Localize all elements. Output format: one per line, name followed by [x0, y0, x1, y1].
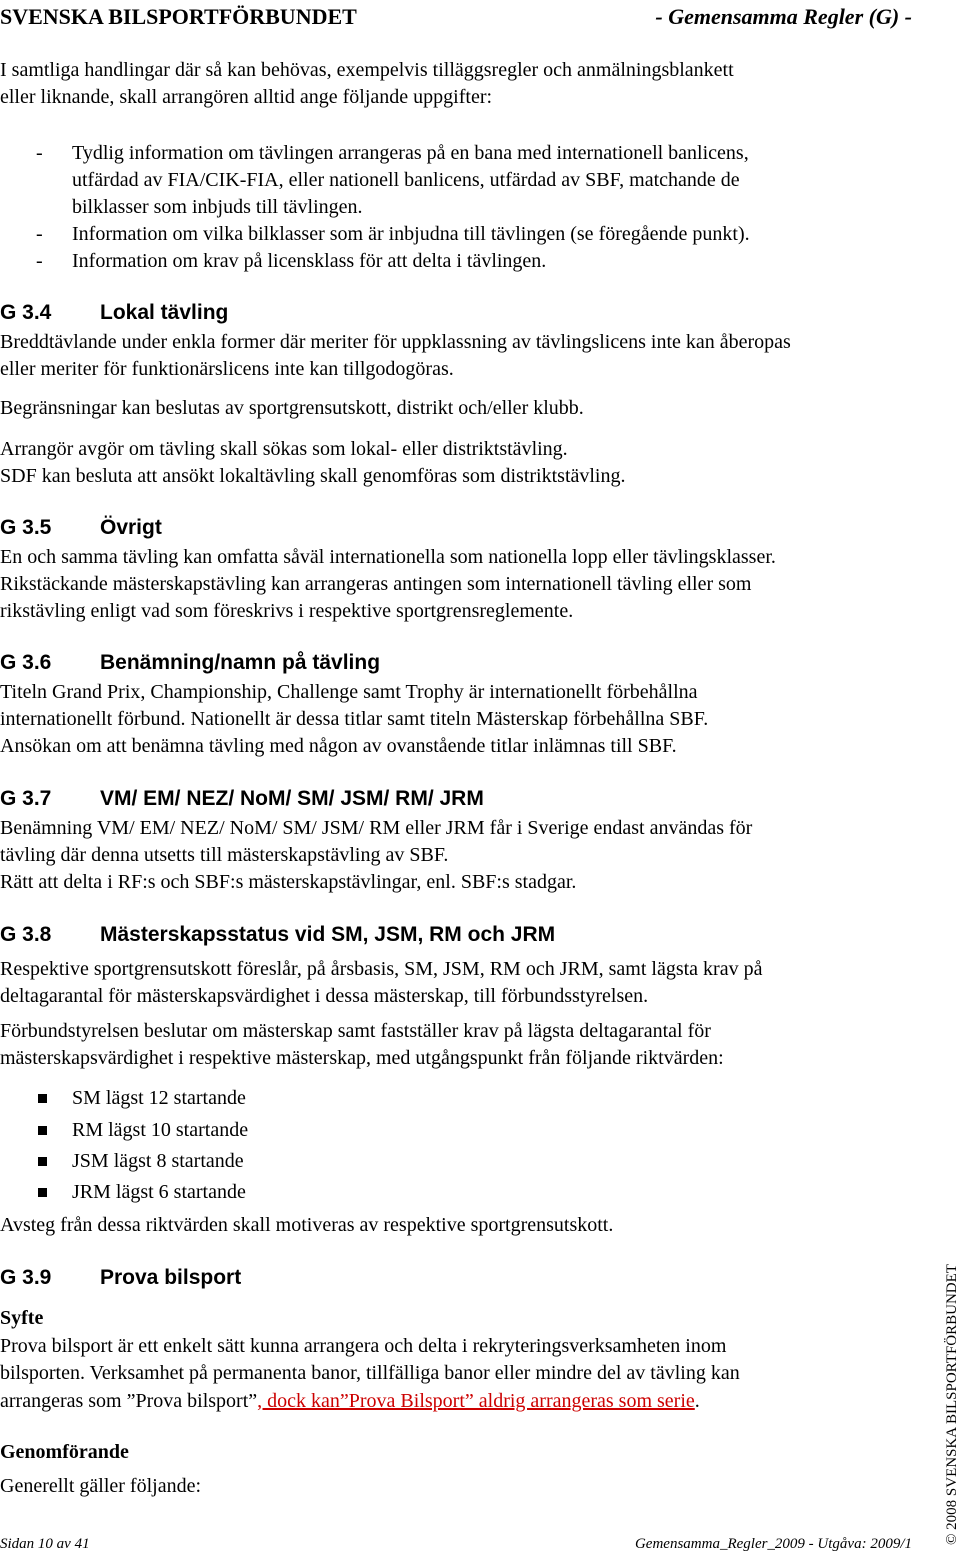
section-title: Prova bilsport: [100, 1266, 242, 1289]
text-run: arrangeras som ”Prova bilsport”: [0, 1390, 258, 1412]
paragraph-line: Arrangör avgör om tävling skall sökas som lokal- eller distriktstävling.: [0, 438, 568, 460]
section-heading: [0, 785, 484, 812]
paragraph-line: Förbundstyrelsen beslutar om mästerskap samt fastställer krav på lägsta deltagarantal för: [0, 1020, 711, 1042]
list-item-line: utfärdad av FIA/CIK-FIA, eller nationell banlicens, utfärdad av SBF, matchande de: [72, 169, 740, 191]
paragraph-line: Ansökan om att benämna tävling med någon av ovanstående titlar inlämnas till SBF.: [0, 735, 677, 757]
section-title: VM/ EM/ NEZ/ NoM/ SM/ JSM/ RM/ JRM: [100, 787, 484, 810]
bullet-square-icon: [38, 1157, 47, 1166]
section-number: G 3.7: [0, 787, 52, 810]
list-item-line: Information om vilka bilklasser som är inbjudna till tävlingen (se föregående punkt).: [72, 223, 750, 245]
section-title: Övrigt: [100, 516, 162, 539]
section-heading: [0, 299, 228, 326]
list-dash: -: [36, 142, 43, 164]
paragraph-line: SDF kan besluta att ansökt lokaltävling skall genomföras som distriktstävling.: [0, 465, 626, 487]
page-number: Sidan 10 av 41: [0, 1536, 90, 1552]
paragraph-line: deltagarantal för mästerskapsvärdighet i dessa mästerskap, till förbundsstyrelsen.: [0, 985, 649, 1007]
paragraph-line: rikstävling enligt vad som föreskrivs i respektive sportgrensreglemente.: [0, 600, 574, 622]
section-title: Benämning/namn på tävling: [100, 651, 381, 674]
paragraph-line: eller meriter för funktionärslicens inte kan tillgodogöras.: [0, 358, 454, 380]
section-heading: [0, 921, 555, 948]
paragraph-line: Avsteg från dessa riktvärden skall motiveras av respektive sportgrensutskott.: [0, 1214, 614, 1236]
paragraph-line: Prova bilsport är ett enkelt sätt kunna arrangera och delta i rekryteringsverksamheten inom: [0, 1335, 727, 1357]
list-item-line: bilklasser som inbjuds till tävlingen.: [72, 196, 363, 218]
section-number: G 3.8: [0, 923, 52, 946]
paragraph-line: internationellt förbund. Nationellt är dessa titlar samt titeln Mästerskap förbehållna SBF.: [0, 708, 709, 730]
page-header: [0, 4, 912, 34]
section-title: Lokal tävling: [100, 301, 229, 324]
paragraph-line: Breddtävlande under enkla former där meriter för uppklassning av tävlingslicens inte kan åberopas: [0, 331, 791, 353]
bullet-square-icon: [38, 1094, 47, 1103]
list-item-line: Tydlig information om tävlingen arrangeras på en bana med internationell banlicens,: [72, 142, 749, 164]
section-number: G 3.6: [0, 651, 52, 674]
intro-line: I samtliga handlingar där så kan behövas, exempelvis tilläggsregler och anmälningsblankett: [0, 59, 734, 81]
paragraph-line: Titeln Grand Prix, Championship, Challenge samt Trophy är internationellt förbehållna: [0, 681, 698, 703]
paragraph-line: bilsporten. Verksamhet på permanenta banor, tillfälliga banor eller mindre del av tävling kan: [0, 1362, 740, 1384]
section-heading: [0, 514, 162, 541]
subheading-syfte: Syfte: [0, 1307, 44, 1329]
subheading-genomforande: Genomförande: [0, 1441, 129, 1463]
document-version: Gemensamma_Regler_2009 - Utgåva: 2009/1: [634, 1536, 912, 1552]
highlighted-text: , dock kan”Prova Bilsport” aldrig arrangeras som serie: [257, 1390, 695, 1412]
bullet-square-icon: [38, 1188, 47, 1197]
section-number: G 3.9: [0, 1266, 52, 1289]
paragraph-line: tävling där denna utsetts till mästerskapstävling av SBF.: [0, 844, 449, 866]
paragraph-line: En och samma tävling kan omfatta såväl internationella som nationella lopp eller tävlingsklasser.: [0, 546, 776, 568]
paragraph-line: Generellt gäller följande:: [0, 1475, 202, 1497]
header-doc-title: - Gemensamma Regler (G) -: [655, 4, 912, 29]
list-dash: -: [36, 223, 43, 245]
page-footer: [0, 1536, 912, 1556]
intro-line: eller liknande, skall arrangören alltid ange följande uppgifter:: [0, 86, 493, 108]
paragraph-line: [0, 1388, 700, 1415]
paragraph-line: mästerskapsvärdighet i respektive mästerskap, med utgångspunkt från följande riktvärden:: [0, 1047, 724, 1069]
section-number: G 3.4: [0, 301, 52, 324]
bullet-item: JSM lägst 8 startande: [72, 1150, 244, 1172]
section-heading: [0, 649, 380, 676]
bullet-item: SM lägst 12 startande: [72, 1087, 246, 1109]
header-org: SVENSKA BILSPORTFÖRBUNDET: [0, 4, 357, 29]
paragraph-line: Benämning VM/ EM/ NEZ/ NoM/ SM/ JSM/ RM eller JRM får i Sverige endast användas för: [0, 817, 753, 839]
bullet-item: RM lägst 10 startande: [72, 1119, 249, 1141]
bullet-square-icon: [38, 1126, 47, 1135]
section-title: Mästerskapsstatus vid SM, JSM, RM och JRM: [100, 923, 556, 946]
text-run: .: [694, 1390, 700, 1412]
paragraph-line: Begränsningar kan beslutas av sportgrensutskott, distrikt och/eller klubb.: [0, 397, 584, 419]
section-number: G 3.5: [0, 516, 52, 539]
list-dash: -: [36, 250, 43, 272]
section-heading: [0, 1264, 241, 1291]
list-item-line: Information om krav på licensklass för att delta i tävlingen.: [72, 250, 547, 272]
paragraph-line: Respektive sportgrensutskott föreslår, på årsbasis, SM, JSM, RM och JRM, samt lägsta krav på: [0, 958, 763, 980]
paragraph-line: Rikstäckande mästerskapstävling kan arrangeras antingen som internationell tävling eller som: [0, 573, 752, 595]
bullet-item: JRM lägst 6 startande: [72, 1181, 246, 1203]
copyright-sidebar: © 2008 SVENSKA BILSPORTFÖRBUNDET: [944, 1264, 960, 1545]
paragraph-line: Rätt att delta i RF:s och SBF:s mästerskapstävlingar, enl. SBF:s stadgar.: [0, 871, 577, 893]
